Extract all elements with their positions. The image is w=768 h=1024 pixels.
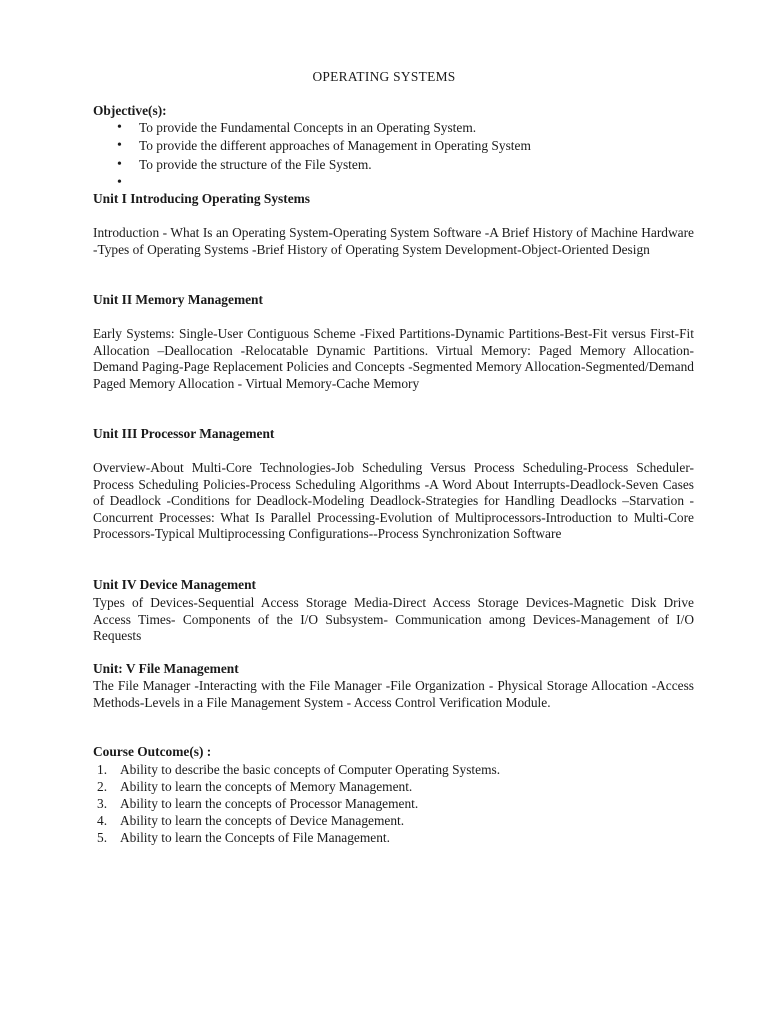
objective-item: • To provide the Fundamental Concepts in an Operating System. (93, 120, 703, 138)
unit-3-content: Overview-About Multi-Core Technologies-Job Scheduling Versus Process Scheduling-Process Scheduler-Process Scheduling Policies-Process Scheduling Algorithms -A Word About Interrupts-Deadlock-Seven Cases of Deadlock -Conditions for Deadlock-Modeling Deadlock-Strategies for Handling Deadlocks –Starvation - Concurrent Processes: What Is Parallel Processing-Evolution of Multiprocessors-Introduction to Multi-Core Processors-Typical Multiprocessing Configurations--Process Synchronization Software (93, 460, 694, 542)
unit-1-heading: Unit I Introducing Operating Systems (93, 191, 311, 206)
unit-2-content: Early Systems: Single-User Contiguous Scheme -Fixed Partitions-Dynamic Partitions-Best-Fit versus First-Fit Allocation –Deallocation -Relocatable Dynamic Partitions. Virtual Memory: Paged Memory Allocation-Demand Paging-Page Replacement Policies and Concepts -Segmented Memory Allocation-Segmented/Demand Paged Memory Allocation - Virtual Memory-Cache Memory (93, 326, 694, 391)
outcomes-list (93, 762, 500, 847)
objectives-heading: Objective(s): (93, 103, 167, 118)
outcome-text: Ability to learn the concepts of Device Management. (120, 813, 405, 828)
outcome-text: Ability to learn the Concepts of File Management. (120, 830, 390, 845)
objectives-list (93, 120, 703, 193)
outcome-number: 1. (97, 762, 108, 777)
objective-item: • To provide the structure of the File System. (93, 157, 703, 175)
unit-2-heading: Unit II Memory Management (93, 292, 263, 307)
unit-4-content: Types of Devices-Sequential Access Storage Media-Direct Access Storage Devices-Magnetic Disk Drive Access Times- Components of the I/O Subsystem- Communication among Devices-Management of I/O Requests (93, 595, 694, 644)
outcome-text: Ability to describe the basic concepts of Computer Operating Systems. (120, 762, 501, 777)
outcome-text: Ability to learn the concepts of Processor Management. (120, 796, 419, 811)
page-title: OPERATING SYSTEMS (312, 69, 456, 84)
outcome-item (93, 830, 500, 847)
outcome-number: 4. (97, 813, 108, 828)
outcome-item (93, 813, 500, 830)
outcome-number: 5. (97, 830, 108, 845)
outcome-item (93, 779, 500, 796)
outcome-item (93, 762, 500, 779)
outcomes-heading: Course Outcome(s) : (93, 744, 212, 759)
outcome-number: 2. (97, 779, 108, 794)
outcome-text: Ability to learn the concepts of Memory Management. (120, 779, 413, 794)
unit-3-heading: Unit III Processor Management (93, 426, 275, 441)
objective-item: • To provide the different approaches of Management in Operating System (93, 138, 703, 156)
outcome-item (93, 796, 500, 813)
outcome-number: 3. (97, 796, 108, 811)
unit-4-heading: Unit IV Device Management (93, 577, 257, 592)
unit-1-content: Introduction - What Is an Operating System-Operating System Software -A Brief History of Machine Hardware -Types of Operating Systems -Brief History of Operating System Development-Object-Oriented Design (93, 225, 694, 257)
unit-5-heading: Unit: V File Management (93, 661, 239, 676)
unit-5-content: The File Manager -Interacting with the File Manager -File Organization - Physical Storage Allocation -Access Methods-Levels in a File Management System - Access Control Verification Module. (93, 678, 694, 710)
